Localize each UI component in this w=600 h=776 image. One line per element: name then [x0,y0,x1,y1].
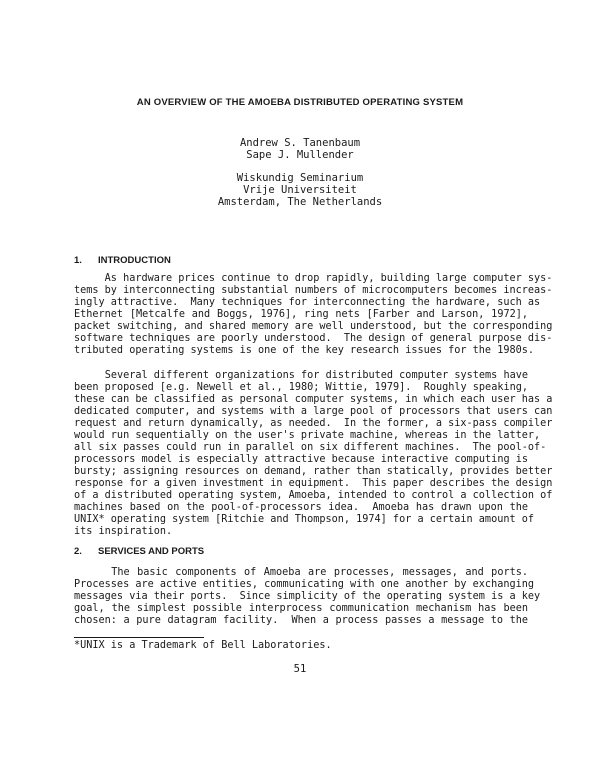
text-line: processors model is especially attractive because interactive computing is [74,454,528,465]
footnote: *UNIX is a Trademark of Bell Laboratories. [74,640,332,651]
text-line: request and return dynamically, as needed. In the former, a six-pass compiler [74,418,553,429]
text-line: As hardware prices continue to drop rapidly, building large computer sys- [74,273,553,284]
text-line: messages via their ports. Since simplicity of the operating system is a key [74,591,541,602]
section-number: 1. [74,255,82,266]
text-line: ingly attractive. Many techniques for interconnecting the hardware, such as [74,297,541,308]
text-line: The basic components of Amoeba are processes, messages, and ports. [74,567,528,578]
section-title: INTRODUCTION [98,255,171,266]
section-number: 2. [74,546,82,557]
paragraph [74,567,541,627]
author-name: Sape J. Mullender [246,149,354,161]
text-line: chosen: a pure datagram facility. When a process passes a message to the [74,615,528,626]
section-heading [74,255,171,266]
text-line: its inspiration. [74,526,173,537]
section-title: SERVICES AND PORTS [98,546,205,557]
text-line: been proposed [e.g. Newell et al., 1980; Wittie, 1979]. Roughly speaking, [74,382,528,393]
text-line: would run sequentially on the user's private machine, whereas in the latter, [74,430,541,441]
text-line: Ethernet [Metcalfe and Boggs, 1976], ring nets [Farber and Larson, 1972], [74,309,528,320]
affiliation-line: Vrije Universiteit [243,184,357,196]
text-line: these can be classified as personal computer systems, in which each user has a [74,394,553,405]
affiliation-line: Wiskundig Seminarium [236,172,364,184]
paper-title: AN OVERVIEW OF THE AMOEBA DISTRIBUTED OPERATING SYSTEM [136,97,464,108]
section-heading [74,546,204,557]
paragraph [74,370,553,538]
text-line: goal, the simplest possible interprocess communication mechanism has been [74,603,528,614]
footnote-divider [74,637,204,638]
text-line: tems by interconnecting substantial numbers of microcomputers becomes increas- [74,285,553,296]
affiliation-line: Amsterdam, The Netherlands [217,196,383,208]
text-line: software techniques are poorly understood. The design of general purpose dis- [74,333,553,344]
page-number: 51 [293,663,307,675]
paragraph [74,273,553,357]
text-line: Processes are active entities, communicating with one another by exchanging [74,579,535,590]
text-line: machines based on the pool-of-processors idea. Amoeba has drawn upon the [74,502,528,513]
author-name: Andrew S. Tanenbaum [239,137,361,149]
text-line: of a distributed operating system, Amoeba, intended to control a collection of [74,490,553,501]
text-line: UNIX* operating system [Ritchie and Thompson, 1974] for a certain amount of [74,514,535,525]
text-line: Several different organizations for distributed computer systems have [74,370,528,381]
text-line: tributed operating systems is one of the key research issues for the 1980s. [74,345,535,356]
text-line: all six passes could run in parallel on six different machines. The pool-of- [74,442,547,453]
text-line: packet switching, and shared memory are well understood, but the corresponding [74,321,553,332]
text-line: bursty; assigning resources on demand, rather than statically, provides better [74,466,553,477]
text-line: dedicated computer, and systems with a large pool of processors that users can [74,406,553,417]
text-line: response for a given investment in equipment. This paper describes the design [74,478,553,489]
